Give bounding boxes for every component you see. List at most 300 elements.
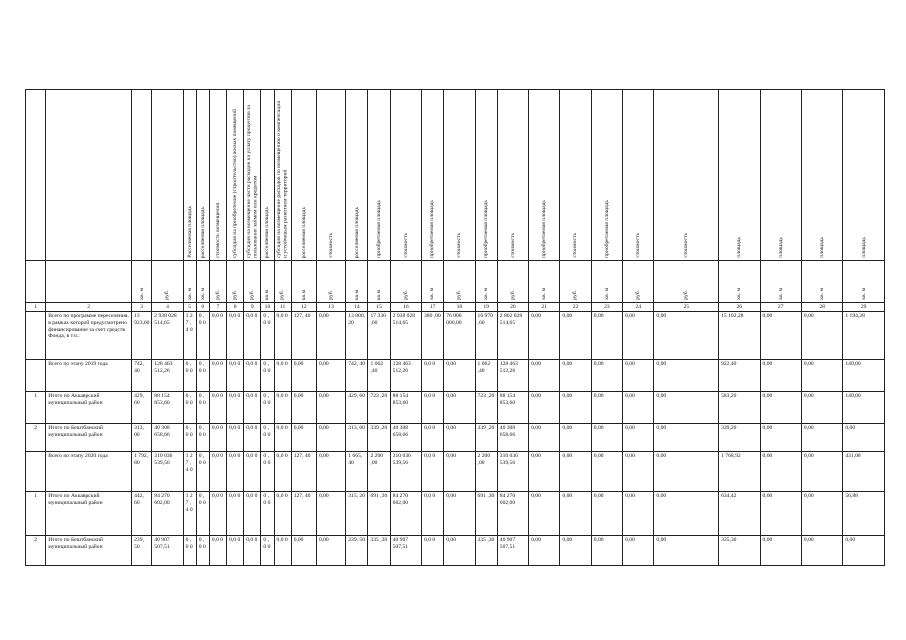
table-cell: 0,0 0 xyxy=(274,536,291,566)
table-cell: 0,0 0 xyxy=(227,536,244,566)
unit-cell xyxy=(719,261,760,303)
table-cell: 0,00 xyxy=(591,360,622,392)
unit-cell xyxy=(291,261,316,303)
header-label: стоимость xyxy=(327,233,334,258)
table-cell: 0,00 xyxy=(654,424,719,452)
table-cell: 0,0 0 xyxy=(244,392,261,424)
table-cell: 0,0 0 xyxy=(274,452,291,492)
column-number: 21 xyxy=(529,303,560,312)
table-cell: 0,00 xyxy=(316,312,345,360)
column-number: 18 xyxy=(444,303,475,312)
header-cell xyxy=(560,90,591,261)
table-cell: 0 , 0 0 xyxy=(183,392,196,424)
table-cell: 0,0 0 xyxy=(274,392,291,424)
table-cell: 0 , 0 0 xyxy=(196,452,209,492)
unit-label: кв.м xyxy=(375,289,382,300)
header-cell xyxy=(529,90,560,261)
header-cell xyxy=(422,90,444,261)
table-cell: 0,00 xyxy=(654,312,719,360)
table-cell: 239, 50 xyxy=(346,536,368,566)
table-cell: 16 970 ,60 xyxy=(475,312,497,360)
table-cell: 310 036 539,56 xyxy=(390,452,421,492)
header-cell xyxy=(801,90,842,261)
table-cell: 140,00 xyxy=(843,392,885,424)
unit-cell xyxy=(316,261,345,303)
column-number: 13 xyxy=(316,303,345,312)
table-cell: 2 200 ,00 xyxy=(368,452,390,492)
header-label: площадь xyxy=(736,237,743,258)
unit-label: руб. xyxy=(572,290,579,300)
table-cell: 0,00 xyxy=(560,312,591,360)
table-cell: 0,0 0 xyxy=(209,360,226,392)
row-number: 2 xyxy=(26,536,46,566)
row-name: Всего по этапу 2019 года xyxy=(46,360,132,392)
header-label: расселяемая площадь xyxy=(300,206,307,258)
table-cell: 0,00 xyxy=(291,424,316,452)
table-cell: 1 792, 80 xyxy=(132,452,152,492)
header-row xyxy=(26,90,885,261)
table-cell: 84 270 602,00 xyxy=(497,492,528,536)
table-cell: 0,0 0 xyxy=(209,536,226,566)
column-number: 19 xyxy=(475,303,497,312)
unit-label: кв.м xyxy=(353,289,360,300)
table-cell: 0 , 0 0 xyxy=(183,360,196,392)
unit-label: руб. xyxy=(232,290,238,300)
table-cell: 2 862 028 514,65 xyxy=(497,312,528,360)
table-cell: 2 938 028 514,65 xyxy=(390,312,421,360)
header-label: стоимость xyxy=(402,233,409,258)
table-cell: 0,00 xyxy=(760,360,801,392)
table-row xyxy=(26,360,885,392)
table-cell: 128 463 512,26 xyxy=(497,360,528,392)
table-cell: 0,00 xyxy=(591,492,622,536)
header-label: площадь xyxy=(777,237,784,258)
header-label: приобретаемая площадь xyxy=(483,200,490,258)
table-cell: 40 308 658,66 xyxy=(390,424,421,452)
table-cell: 335 ,30 xyxy=(368,536,390,566)
table-cell: 127, 40 xyxy=(291,312,316,360)
unit-label: руб. xyxy=(683,290,690,300)
table-cell: 0,0 0 xyxy=(244,536,261,566)
table-cell: 128 463 512,26 xyxy=(390,360,421,392)
table-cell: 1 2 7 , 4 0 xyxy=(183,312,196,360)
table-cell: 40 308 658,66 xyxy=(152,424,183,452)
header-label: стоимость xyxy=(635,233,642,258)
table-cell: 335 ,30 xyxy=(475,536,497,566)
table-cell: 442, 60 xyxy=(132,492,152,536)
table-cell: 0,00 xyxy=(801,360,842,392)
table-cell: 0 , 0 0 xyxy=(261,536,274,566)
table-cell: 0,0 0 xyxy=(422,536,444,566)
column-number: 25 xyxy=(654,303,719,312)
table-cell: 0 , 0 0 xyxy=(196,424,209,452)
table-cell: 1 665, 40 xyxy=(346,452,368,492)
table-cell: 40 907 507,51 xyxy=(497,536,528,566)
header-label: приобретаемая площадь xyxy=(541,200,548,258)
header-cell xyxy=(497,90,528,261)
column-number: 12 xyxy=(291,303,316,312)
unit-cell xyxy=(26,261,46,303)
header-cell xyxy=(196,90,209,261)
row-name: Итого по Бештбанский муниципальный район xyxy=(46,424,132,452)
table-cell: 0,00 xyxy=(843,536,885,566)
table-cell: 0,00 xyxy=(801,452,842,492)
table-row xyxy=(26,536,885,566)
unit-cell xyxy=(497,261,528,303)
table-cell: 127, 40 xyxy=(291,452,316,492)
table-cell: 0,00 xyxy=(444,392,475,424)
header-cell xyxy=(591,90,622,261)
header-cell xyxy=(654,90,719,261)
unit-cell xyxy=(46,261,132,303)
table-row xyxy=(26,392,885,424)
table-cell: 0 , 0 0 xyxy=(196,360,209,392)
table-cell: 0,00 xyxy=(529,392,560,424)
table-cell: 88 154 853,60 xyxy=(497,392,528,424)
table-cell: 315, 20 xyxy=(346,492,368,536)
header-label: стоимость xyxy=(683,233,690,258)
table-cell: 2 938 028 514,65 xyxy=(152,312,183,360)
table-cell: 429, 60 xyxy=(132,392,152,424)
unit-cell xyxy=(475,261,497,303)
header-label: Расселяемая площадь xyxy=(186,206,193,258)
unit-cell xyxy=(132,261,152,303)
column-number: 4 xyxy=(152,303,183,312)
table-cell: 0,0 0 xyxy=(209,392,226,424)
header-label: приобретаемая площадь xyxy=(603,200,610,258)
table-cell: 0,00 xyxy=(623,392,654,424)
table-row xyxy=(26,424,885,452)
header-cell xyxy=(291,90,316,261)
column-number: 10 xyxy=(261,303,274,312)
row-number: 1 xyxy=(26,492,46,536)
table-cell: 310 036 539,56 xyxy=(497,452,528,492)
unit-label: кв. м xyxy=(541,288,548,300)
table-cell: 431,08 xyxy=(843,452,885,492)
table-cell: 0 , 0 0 xyxy=(183,536,196,566)
table-cell: 0,00 xyxy=(801,392,842,424)
table-cell: 0,0 0 xyxy=(227,424,244,452)
table-cell: 1 768,92 xyxy=(719,452,760,492)
table-row xyxy=(26,452,885,492)
table-cell: 0,00 xyxy=(760,492,801,536)
header-cell xyxy=(244,90,261,261)
table-cell: 0,00 xyxy=(291,536,316,566)
row-name: Всего по программе переселения, в рамках которой предусмотрено финансирование за счет средств Фонда, в т.ч.: xyxy=(46,312,132,360)
unit-cell xyxy=(368,261,390,303)
unit-cell xyxy=(444,261,475,303)
table-cell: 0,00 xyxy=(654,492,719,536)
table-row xyxy=(26,492,885,536)
row-number xyxy=(26,452,46,492)
unit-cell xyxy=(183,261,196,303)
header-cell xyxy=(261,90,274,261)
table-cell: 922,40 xyxy=(719,360,760,392)
table-cell: 0 , 0 0 xyxy=(261,452,274,492)
table-cell: 15 102,28 xyxy=(719,312,760,360)
column-number: 5 xyxy=(183,303,196,312)
table-cell: 0,00 xyxy=(591,424,622,452)
table-cell: 127, 40 xyxy=(291,492,316,536)
table-cell: 0,00 xyxy=(316,392,345,424)
table-cell: 339,20 xyxy=(719,424,760,452)
table-cell: 1 2 7 , 4 0 xyxy=(183,452,196,492)
table-cell: 0,00 xyxy=(623,360,654,392)
table-cell: 0,0 0 xyxy=(227,492,244,536)
table-cell: 0,00 xyxy=(529,424,560,452)
table-cell: 339 ,20 xyxy=(368,424,390,452)
table-cell: 13 923,60 xyxy=(132,312,152,360)
unit-label: руб. xyxy=(214,290,221,300)
header-label: субсидия на возмещение расходов по возмещению о компенсации и устойчивым развитием территорий xyxy=(276,100,289,258)
table-cell: 0,00 xyxy=(654,452,719,492)
header-label: расселяемая площадь xyxy=(264,206,271,258)
table-cell: 0,00 xyxy=(760,536,801,566)
column-number: 23 xyxy=(591,303,622,312)
table-cell: 0,00 xyxy=(760,392,801,424)
header-cell xyxy=(183,90,196,261)
table-cell: 0 , 0 0 xyxy=(196,536,209,566)
header-cell xyxy=(227,90,244,261)
row-number: 1 xyxy=(26,392,46,424)
column-number: 22 xyxy=(560,303,591,312)
unit-label: руб. xyxy=(164,290,171,300)
header-label: субсидия на приобретение (строительство) жилых помещений xyxy=(232,108,238,258)
table-cell: 1 062 ,40 xyxy=(368,360,390,392)
table-cell: 0,00 xyxy=(623,452,654,492)
table-cell: 0,00 xyxy=(560,392,591,424)
table-cell: 0 , 0 0 xyxy=(183,424,196,452)
table-cell: 0,00 xyxy=(760,424,801,452)
table-cell: 742, 40 xyxy=(346,360,368,392)
header-cell xyxy=(390,90,421,261)
unit-label: руб. xyxy=(327,290,334,300)
unit-cell xyxy=(244,261,261,303)
table-row xyxy=(26,312,885,360)
header-cell xyxy=(760,90,801,261)
table-cell: 0 , 0 0 xyxy=(261,424,274,452)
table-cell: 339 ,20 xyxy=(475,424,497,452)
table-cell: 0 , 0 0 xyxy=(261,392,274,424)
table-cell: 0 , 0 0 xyxy=(196,492,209,536)
row-name: Итого по Аккаврский муниципальный район xyxy=(46,492,132,536)
table-cell: 0,00 xyxy=(801,424,842,452)
table-cell: 0,0 0 xyxy=(244,452,261,492)
table-cell: 56,88 xyxy=(843,492,885,536)
header-label: расселяемая площадь xyxy=(199,206,206,258)
unit-label: кв. м xyxy=(429,288,436,300)
table-cell: 0,0 0 xyxy=(209,452,226,492)
unit-cell xyxy=(261,261,274,303)
table-cell: 0,00 xyxy=(316,536,345,566)
header-label: площадь xyxy=(860,237,867,258)
units-row xyxy=(26,261,885,303)
table-cell: 0,00 xyxy=(623,424,654,452)
column-number: 1 xyxy=(26,303,46,312)
table-cell: 40 907 507,51 xyxy=(152,536,183,566)
table-cell: 0,00 xyxy=(291,392,316,424)
table-cell: 0,00 xyxy=(560,452,591,492)
table-cell: 691 ,30 xyxy=(368,492,390,536)
table-cell: 0 , 0 0 xyxy=(261,312,274,360)
table-cell: 0,0 0 xyxy=(244,492,261,536)
header-cell xyxy=(316,90,345,261)
table-cell: 0,0 0 xyxy=(244,360,261,392)
table-cell: 0,00 xyxy=(560,424,591,452)
header-cell xyxy=(152,90,183,261)
unit-label: руб. xyxy=(635,290,642,300)
table-cell: 0,00 xyxy=(801,312,842,360)
header-cell xyxy=(368,90,390,261)
table-cell: 17 330 ,60 xyxy=(368,312,390,360)
table-cell: 0,00 xyxy=(654,392,719,424)
table-cell: 0,00 xyxy=(529,492,560,536)
table-cell: 2 200 ,00 xyxy=(475,452,497,492)
table-cell: 583,20 xyxy=(719,392,760,424)
table-cell: 0,00 xyxy=(591,536,622,566)
table-cell: 0,0 0 xyxy=(422,452,444,492)
table-cell: 313, 00 xyxy=(346,424,368,452)
unit-cell xyxy=(227,261,244,303)
unit-label: руб. xyxy=(456,290,463,300)
header-cell xyxy=(843,90,885,261)
table-cell: 0,00 xyxy=(316,424,345,452)
table-cell: 128 463 512,26 xyxy=(152,360,183,392)
row-number: 2 xyxy=(26,424,46,452)
unit-label: кв. м xyxy=(186,288,193,300)
column-number: 3 xyxy=(132,303,152,312)
unit-label: руб. xyxy=(279,290,286,300)
unit-label: кв. м xyxy=(138,288,145,300)
header-cell xyxy=(46,90,132,261)
table-cell: 0,0 0 xyxy=(209,424,226,452)
table-cell: 13 800, 20 xyxy=(346,312,368,360)
header-label: приобретаемая площадь xyxy=(429,200,436,258)
unit-cell xyxy=(422,261,444,303)
unit-label: руб. xyxy=(249,290,256,300)
table-cell: 0,00 xyxy=(654,360,719,392)
table-cell: 0,00 xyxy=(444,452,475,492)
header-label: площадь xyxy=(819,237,825,258)
table-cell: 0,00 xyxy=(529,536,560,566)
row-name: Всего по этапу 2020 года xyxy=(46,452,132,492)
table-cell: 0,00 xyxy=(316,452,345,492)
unit-cell xyxy=(654,261,719,303)
unit-cell xyxy=(760,261,801,303)
table-cell: 0,00 xyxy=(444,536,475,566)
table-cell: 0,0 0 xyxy=(227,392,244,424)
table-cell: 0,0 0 xyxy=(274,492,291,536)
header-label: стоимость возмещения xyxy=(214,203,221,258)
column-number: 11 xyxy=(274,303,291,312)
unit-label: кв.м xyxy=(264,289,271,300)
table-cell: 0,0 0 xyxy=(422,492,444,536)
table-cell: 1 194,28 xyxy=(843,312,885,360)
table-cell: 0,00 xyxy=(529,312,560,360)
table-cell: 0,0 0 xyxy=(227,312,244,360)
table-cell: 723 ,20 xyxy=(368,392,390,424)
column-number: 14 xyxy=(346,303,368,312)
header-label: субсидия на возмещение части расходов на уплату процентов за пользование займом или кредитом xyxy=(246,105,259,258)
table-cell: 0,00 xyxy=(444,360,475,392)
unit-label: руб. xyxy=(402,290,409,300)
table-cell: 0,00 xyxy=(623,312,654,360)
unit-label: руб. xyxy=(509,290,516,300)
column-number: 15 xyxy=(368,303,390,312)
header-cell xyxy=(719,90,760,261)
table-cell: 742, 40 xyxy=(132,360,152,392)
table-cell: 0,00 xyxy=(591,392,622,424)
unit-label: кв. м xyxy=(819,288,825,300)
table-cell: 0,00 xyxy=(591,312,622,360)
table-cell: 0,00 xyxy=(529,452,560,492)
table-cell: 76 000 000,00 xyxy=(444,312,475,360)
table-cell: 0,00 xyxy=(760,312,801,360)
table-cell: 0,0 0 xyxy=(244,424,261,452)
header-label: приобретаемая площадь xyxy=(375,200,382,258)
table-cell: 0,0 0 xyxy=(227,360,244,392)
table-cell: 0,00 xyxy=(560,492,591,536)
table-cell: 40 308 658,66 xyxy=(497,424,528,452)
header-cell xyxy=(475,90,497,261)
unit-label: кв. м xyxy=(199,288,206,300)
table-cell: 723 ,20 xyxy=(475,392,497,424)
unit-cell xyxy=(529,261,560,303)
table-cell: 84 270 602,00 xyxy=(152,492,183,536)
table-cell: 0,0 0 xyxy=(244,312,261,360)
table-cell: 88 154 853,60 xyxy=(152,392,183,424)
program-table xyxy=(25,89,885,566)
table-cell: 0,00 xyxy=(623,536,654,566)
unit-label: кв. м xyxy=(736,288,743,300)
column-number: 16 xyxy=(390,303,421,312)
header-cell xyxy=(26,90,46,261)
table-cell: 380 ,00 xyxy=(422,312,444,360)
table-cell: 0,00 xyxy=(560,536,591,566)
table-cell: 0,0 0 xyxy=(422,360,444,392)
unit-label: кв. м xyxy=(483,288,490,300)
table-cell: 0,00 xyxy=(843,424,885,452)
table-cell: 0,00 xyxy=(801,536,842,566)
header-label: стоимость xyxy=(509,233,516,258)
table-cell: 84 270 602,00 xyxy=(390,492,421,536)
table-cell: 0,00 xyxy=(444,424,475,452)
unit-label: кв. м xyxy=(860,288,867,300)
column-number: 29 xyxy=(843,303,885,312)
row-number xyxy=(26,312,46,360)
header-label: расселяемая площадь xyxy=(353,206,360,258)
unit-cell xyxy=(843,261,885,303)
table-cell: 335,30 xyxy=(719,536,760,566)
table-cell: 0 , 0 0 xyxy=(196,392,209,424)
table-cell: 0,0 0 xyxy=(422,424,444,452)
table-cell: 313, 00 xyxy=(132,424,152,452)
row-name: Итого по Аккаврский муниципальный район xyxy=(46,392,132,424)
unit-cell xyxy=(274,261,291,303)
table-cell: 0 , 0 0 xyxy=(196,312,209,360)
table-cell: 0,00 xyxy=(529,360,560,392)
unit-cell xyxy=(346,261,368,303)
header-cell xyxy=(132,90,152,261)
unit-label: кв.м xyxy=(300,289,307,300)
header-label: стоимость xyxy=(456,233,463,258)
column-number: 9 xyxy=(244,303,261,312)
unit-cell xyxy=(560,261,591,303)
table-cell: 0,00 xyxy=(801,492,842,536)
unit-label: кв. м xyxy=(603,288,610,300)
header-cell xyxy=(444,90,475,261)
column-number: 26 xyxy=(719,303,760,312)
